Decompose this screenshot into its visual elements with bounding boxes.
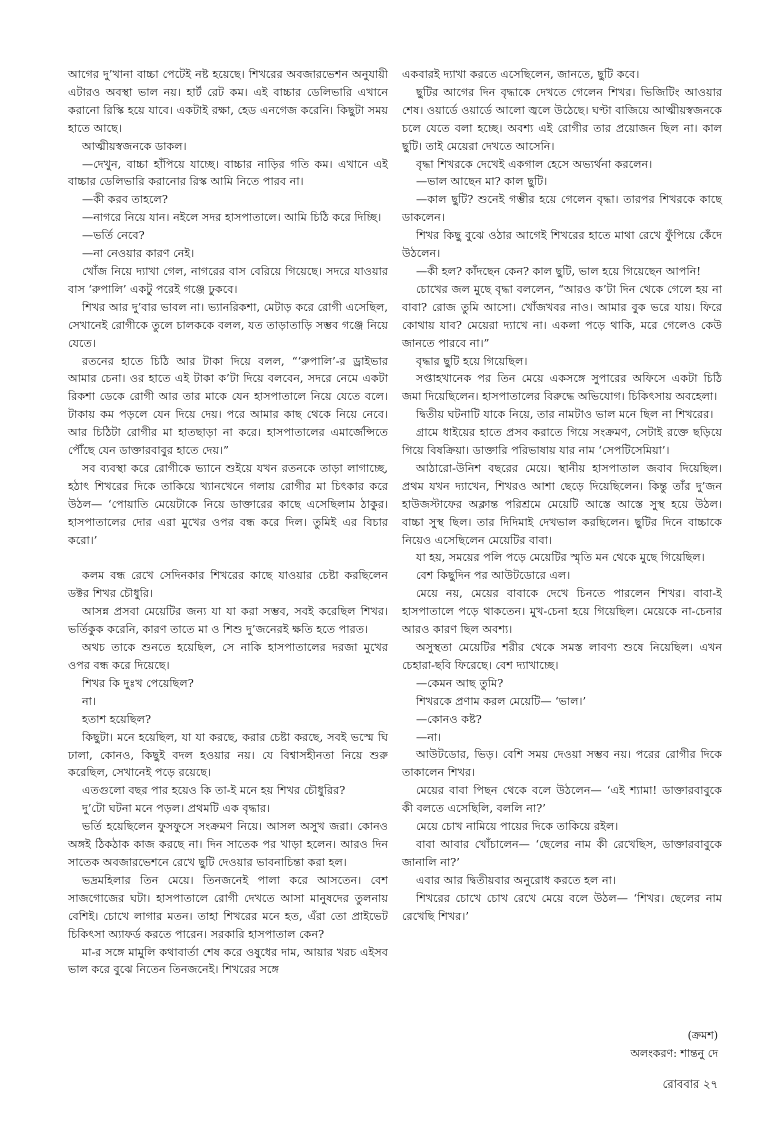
paragraph: আগের দু’খানা বাচ্চা পেটেই নষ্ট হয়েছে। শিখরের অবজারভেশন অনুযায়ী এটারও অবস্থা ভাল নয়। হার্ট রেট কম। এই বাচ্চার ডেলিভারি এখানে করানো রিস্কি হয়ে যাবে। একটাই রক্ষা, হেড এনগেজ করেনি। কিছুটা সময় হাতে আছে। [68, 68, 388, 135]
paragraph: দু’টো ঘটনা মনে পড়ল। প্রথমটি এক বৃদ্ধার। [82, 802, 271, 816]
paragraph: শিখর কি দুঃখ পেয়েছিল? [82, 676, 194, 690]
paragraph: শিখর কিছু বুঝে ওঠার আগেই শিখরের হাতে মাথা রেখে ফুঁপিয়ে কেঁদে উঠলেন। [402, 229, 722, 261]
paragraph: আত্মীয়স্বজনকে ডাকল। [82, 139, 187, 153]
paragraph: —কেমন আছ তুমি? [416, 676, 504, 690]
paragraph: —নাগরে নিয়ে যান। নইলে সদর হাসপাতালে। আমি চিঠি করে দিচ্ছি। [82, 211, 382, 225]
paragraph: দ্বিতীয় ঘটনাটি যাকে নিয়ে, তার নামটাও ভাল মনে ছিল না শিখরের। [416, 408, 714, 422]
paragraph: —দেখুন, বাচ্চা হাঁপিয়ে যাচ্ছে। বাচ্চার নাড়ির গতি কম। এখানে এই বাচ্চার ডেলিভারি করানোর রিস্ক আমি নিতে পারব না। [68, 157, 388, 189]
paragraph: এবার আর দ্বিতীয়বার অনুরোধ করতে হল না। [416, 873, 616, 887]
paragraph: —ভর্তি নেবে? [82, 229, 145, 243]
paragraph: মা-র সঙ্গে মামুলি কথাবার্তা শেষ করে ওষুধের দাম, আয়ার খরচ এইসব ভাল করে বুঝে নিতেন তিনজনেই। শিখরের সঙ্গে [68, 945, 388, 977]
paragraph: —না। [416, 730, 442, 744]
paragraph: একবারই দ্যাখা করতে এসেছিলেন, জানতে, ছুটি কবে। [402, 68, 640, 81]
paragraph: —কী করব তাহলে? [82, 193, 168, 207]
page-folio: রোববার ২৭ [662, 1077, 718, 1091]
paragraph: —ভাল আছেন মা? কাল ছুটি। [416, 175, 548, 189]
paragraph: —না নেওয়ার কারণ নেই। [82, 247, 195, 261]
paragraph: অসুস্থতা মেয়েটির শরীর থেকে সমস্ত লাবণ্য শুষে নিয়েছিল। এখন চেহারা-ছবি ফিরেছে। বেশ দ্যাখাচ্ছে। [402, 641, 722, 672]
paragraph: না। [82, 694, 96, 708]
paragraph: মেয়ে চোখ নামিয়ে পায়ের দিকে তাকিয়ে রইল। [416, 820, 619, 834]
paragraph: —কী হল? কাঁদছেন কেন? কাল ছুটি, ভাল হয়ে গিয়েছেন আপনি! [416, 264, 701, 278]
paragraph: —কাল ছুটি? শুনেই গম্ভীর হয়ে গেলেন বৃদ্ধা। তারপর শিখরকে কাছে ডাকলেন। [402, 193, 722, 225]
paragraph: সব ব্যবস্থা করে রোগীকে ভ্যানে শুইয়ে যখন রতনকে তাড়া লাগাচ্ছে, হঠাৎ শিখরের দিকে তাকিয়ে খ্যানখেনে গলায় রোগীর মা চিৎকার করে উঠল— ‘পোয়াতি মেয়েটাকে নিয়ে ডাক্তারের কাছে এসেছিলাম ঠাকুর। হাসপাতালের দোর এরা মুখের ওপর বন্ধ করে দিল। তুমিই এর বিচার করো।’ [68, 461, 388, 547]
right-text-column [402, 66, 722, 926]
paragraph: হতাশ হয়েছিল? [82, 712, 151, 726]
paragraph: বেশ কিছুদিন পর আউটডোরে এল। [416, 569, 571, 583]
continued-marker: (ক্রমশ) [687, 1029, 718, 1042]
paragraph: সপ্তাহখানেক পর তিন মেয়ে একসঙ্গে সুপারের অফিসে একটা চিঠি জমা দিয়েছিলেন। হাসপাতালের বিরুদ্ধে অভিযোগ। চিকিৎসায় অবহেলা। [402, 372, 722, 404]
paragraph: গ্রামে ধাইয়ের হাতে প্রসব করাতে গিয়ে সংক্রমণ, সেটাই রক্তে ছড়িয়ে গিয়ে বিষক্রিয়া। ডাক্তারি পরিভাষায় যার নাম ‘সেপটিসেমিয়া’। [402, 426, 722, 458]
paragraph: মেয়ে নয়, মেয়ের বাবাকে দেখে চিনতে পারলেন শিখর। বাবা-ই হাসপাতালে পড়ে থাকতেন। মুখ-চেনা হয়ে গিয়েছিল। মেয়েকে না-চেনার আরও কারণ ছিল অবশ্য। [402, 587, 722, 637]
paragraph: ছুটির আগের দিন বৃদ্ধাকে দেখতে গেলেন শিখর। ভিজিটিং আওয়ার শেষ। ওয়ার্ডে ওয়ার্ডে আলো জ্বলে উঠেছে। ঘণ্টা বাজিয়ে আত্মীয়স্বজনকে চলে যেতে বলা হচ্ছে। অবশ্য এই রোগীর তার প্রয়োজন ছিল না। কাল ছুটি। তাই মেয়েরা দেখতে আসেনি। [402, 85, 722, 153]
paragraph: ভর্তি হয়েছিলেন ফুসফুসে সংক্রমণ নিয়ে। আসল অসুখ জরা। কোনও অঙ্গই ঠিকঠাক কাজ করছে না। দিন সাতেক পর খাড়া হলেন। আরও দিন সাতেক অবজারভেশনে রেখে ছুটি দেওয়ার ভাবনাচিন্তা করা হল। [68, 820, 388, 869]
paragraph: —কোনও কষ্ট? [416, 712, 482, 726]
paragraph: শিখরকে প্রণাম করল মেয়েটি— ‘ভাল।’ [416, 694, 587, 708]
paragraph: ভদ্রমহিলার তিন মেয়ে। তিনজনেই পালা করে আসতেন। বেশ সাজগোজের ঘটা। হাসপাতালে রোগী দেখতে আসা মানুষদের তুলনায় বেশিই। চোখে লাগার মতন। তাহা শিখরের মনে হত, এঁরা তো প্রাইভেট চিকিৎসা অ্যাফর্ড করতে পারেন। সরকারি হাসপাতাল কেন? [68, 873, 388, 941]
paragraph: শিখর আর দু’বার ভাবল না। ভ্যানরিকশা, মেটাড় করে রোগী এসেছিল, সেখানেই রোগীকে তুলে চালককে বলল, যত তাড়াতাড়ি সম্ভব গঞ্জে নিয়ে যেতে। [68, 300, 388, 350]
paragraph: বাবা আবার খোঁচালেন— ‘ছেলের নাম কী রেখেছিস, ডাক্তারবাবুকে জানালি না?’ [402, 837, 722, 869]
paragraph: খোঁজ নিয়ে দ্যাখা গেল, নাগরের বাস বেরিয়ে গিয়েছে। সদরে যাওয়ার বাস ‘রুপালি’ একটু পরেই গঞ্জে ঢুকবে। [68, 264, 388, 296]
paragraph: শিখরের চোখে চোখ রেখে মেয়ে বলে উঠল— ‘শিখর। ছেলের নাম রেখেছি শিখর।’ [402, 891, 722, 923]
paragraph: বৃদ্ধা শিখরকে দেখেই একগাল হেসে অভ্যর্থনা করলেন। [416, 157, 653, 171]
illustration-credit: অলংকরণ: শান্তনু দে [630, 1047, 718, 1060]
paragraph: এতগুলো বছর পার হয়েও কি তা-ই মনে হয় শিখর চৌধুরির? [82, 784, 346, 798]
paragraph: বৃদ্ধার ছুটি হয়ে গিয়েছিল। [416, 354, 528, 368]
paragraph: রতনের হাতে চিঠি আর টাকা দিয়ে বলল, “‘রুপালি’-র ড্রাইভার আমার চেনা। ওর হাতে এই টাকা ক’টা দিয়ে বলবেন, সদরে নেমে একটা রিকশা ডেকে রোগী আর তার মাকে যেন হাসপাতালে নিয়ে যেতে বলে। টাকায় কম পড়লে যেন দিয়ে দেয়। পরে আমার কাছ থেকে নিয়ে নেবে। আর চিঠিটা রোগীর মা হাতছাড়া না করে। হাসপাতালের এমার্জেন্সিতে পৌঁছে যেন ডাক্তারবাবুর হাতে দেয়।” [68, 354, 388, 458]
paragraph: আউটডোর, ভিড়। বেশি সময় দেওয়া সম্ভব নয়। পরের রোগীর দিকে তাকালেন শিখর। [402, 748, 722, 780]
paragraph: অথচ তাকে শুনতে হয়েছিল, সে নাকি হাসপাতালের দরজা মুখের ওপর বন্ধ করে দিয়েছে। [68, 641, 388, 672]
paragraph: যা হয়, সময়ের পলি পড়ে মেয়েটির স্মৃতি মন থেকে মুছে গিয়েছিল। [416, 551, 705, 565]
paragraph: আসন্ন প্রসবা মেয়েটির জন্য যা যা করা সম্ভব, সবই করেছিল শিখর। ভর্তিকুক করেনি, কারণ তাতে মা ও শিশু দু’জনেরই ক্ষতি হতে পারত। [68, 605, 388, 637]
paragraph: আঠারো-উনিশ বছরের মেয়ে। স্থানীয় হাসপাতাল জবাব দিয়েছিল। প্রথম যখন দ্যাখেন, শিখরও আশা ছেড়ে দিয়েছিলেন। কিন্তু তাঁর দু’জন হাউজস্টাফের অক্লান্ত পরিশ্রমে মেয়েটি আস্তে আস্তে সুস্থ হয়ে উঠল। বাচ্চা সুস্থ ছিল। তার দিদিমাই দেখভাল করছিলেন। ছুটির দিনে বাচ্চাকে নিয়েও এসেছিলেন মেয়েটির বাবা। [402, 461, 722, 547]
left-text-column [68, 66, 388, 979]
paragraph: চোখের জল মুছে বৃদ্ধা বললেন, “আরও ক’টা দিন থেকে গেলে হয় না বাবা? রোজ তুমি আসো। খোঁজখবর নাও। আমার বুক ভরে যায়। ফিরে কোথায় যাব? মেয়েরা দ্যাখে না। একলা পড়ে থাকি, মরে গেলেও কেউ জানতে পারবে না।” [402, 282, 722, 350]
paragraph: মেয়ের বাবা পিছন থেকে বলে উঠলেন— ‘এই শ্যামা! ডাক্তারবাবুকে কী বলতে এসেছিলি, বললি না?’ [402, 784, 722, 816]
paragraph: কলম বন্ধ রেখে সেদিনকার শিখরের কাছে যাওয়ার চেষ্টা করছিলেন ডক্টর শিখর চৌধুরি। [68, 569, 388, 601]
paragraph: কিছুটা। মনে হয়েছিল, যা যা করছে, করার চেষ্টা করছে, সবই ভস্মে ঘি ঢালা, কোনও, কিছুই বদল হওয়ার নয়। যে বিশ্বাসহীনতা নিয়ে শুরু করেছিল, সেখানেই পড়ে রয়েছে। [68, 730, 388, 780]
